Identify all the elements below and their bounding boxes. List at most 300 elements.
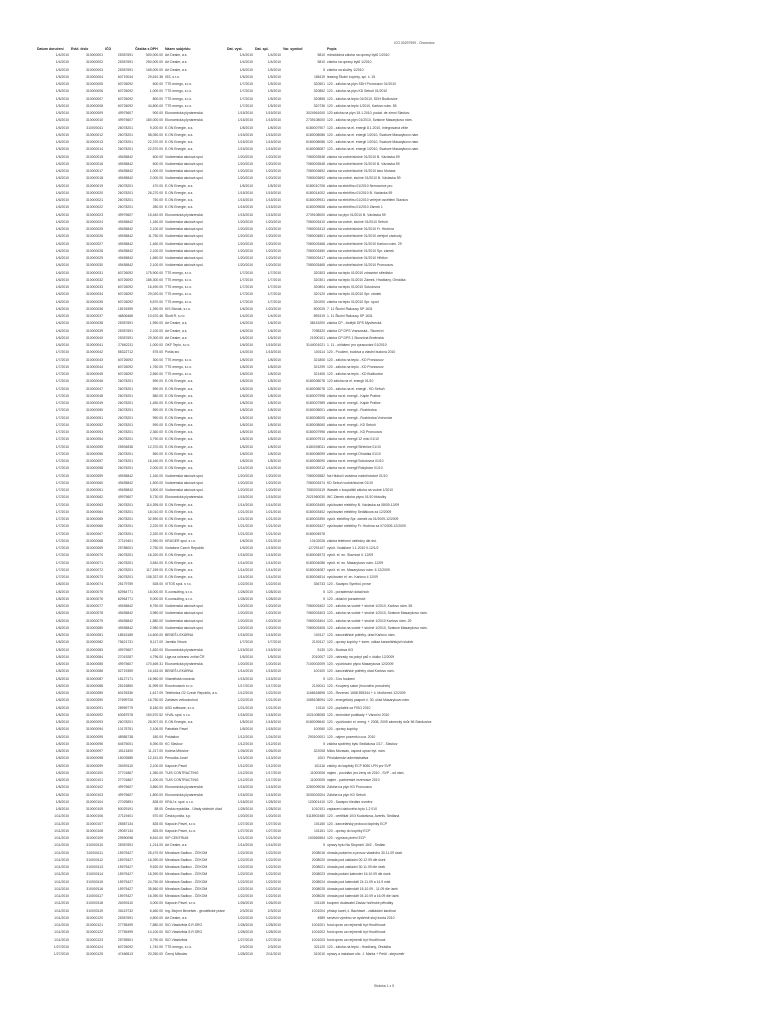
cell-amount: 165,000.00: [146, 67, 163, 72]
cell-due-date: 1/20/2010: [265, 263, 281, 268]
cell-received-date: 1/8/2010: [55, 807, 69, 811]
cell-received-date: 1/7/2010: [55, 451, 69, 456]
cell-record-number: 310000067: [86, 531, 103, 536]
table-row: [36, 241, 506, 248]
cell-description: záloha na teplo 01/2010 Spr. sport: [327, 299, 379, 304]
cell-amount: 10,670.46: [147, 314, 163, 318]
cell-due-date: 1/15/2010: [265, 633, 281, 637]
table-row: [36, 299, 506, 306]
cell-description: vyúčtování el. en. Karlovo č 12/09: [327, 575, 378, 579]
cell-description: WC Zámek záloha plynu 01/10 tikivolky: [327, 495, 387, 500]
cell-received-date: 1/11/2010: [54, 894, 69, 898]
cell-var-symbol: 21900101: [309, 335, 325, 340]
cell-ico: 15975427: [117, 850, 133, 855]
cell-subject-name: Art Dealer, a.s.: [165, 843, 188, 848]
table-row: [36, 349, 506, 356]
cell-issue-date: 2/3/2010: [239, 944, 253, 949]
cell-record-number: 310000002: [86, 60, 103, 65]
table-body: [36, 52, 506, 958]
cell-var-symbol: 320804: [313, 285, 325, 289]
table-row: [36, 857, 506, 864]
cell-amount: 2,106.00: [149, 727, 163, 732]
cell-received-date: 1/11/2010: [54, 821, 69, 826]
table-row: [36, 784, 506, 791]
cell-received-date: 1/11/2010: [54, 872, 69, 877]
cell-issue-date: 1/22/2010: [237, 865, 253, 869]
cell-due-date: 1/22/2010: [265, 915, 281, 920]
cell-due-date: 1/7/2010: [267, 640, 281, 645]
cell-ico: 49455842: [117, 234, 133, 239]
cell-received-date: 1/7/2010: [55, 372, 69, 376]
cell-description: 120 - záloha na plyn SDH Pronousov 01/2010: [327, 82, 396, 86]
col-header-received-date: Datum doručení: [37, 47, 64, 51]
cell-due-date: 1/28/2010: [265, 589, 281, 594]
cell-record-number: 310000027: [86, 241, 103, 246]
cell-due-date: 1/26/2010: [265, 749, 281, 753]
cell-var-symbol: 2008021: [311, 865, 325, 869]
cell-record-number: 310000009: [86, 111, 103, 115]
cell-amount: 2,100.00: [149, 263, 163, 268]
cell-record-number: 310000081: [86, 633, 103, 637]
cell-received-date: 1/11/2010: [54, 908, 69, 913]
cell-received-date: 1/8/2010: [55, 676, 69, 681]
cell-description: Příslušenství administrativa: [327, 756, 369, 761]
cell-record-number: 310000095: [86, 734, 103, 739]
cell-subject-name: TTS energo, s.r.o.: [165, 357, 193, 362]
cell-record-number: 310000057: [86, 459, 103, 463]
cell-amount: 20,250.00: [147, 952, 163, 956]
cell-amount: 1,500.00: [149, 480, 163, 485]
cell-received-date: 1/8/2010: [55, 633, 69, 637]
cell-record-number: 310000012: [86, 132, 103, 137]
cell-ico: 62964771: [117, 596, 133, 601]
cell-amount: 16,390.00: [147, 857, 163, 862]
table-row: [36, 393, 506, 400]
cell-due-date: 1/20/2010: [265, 169, 281, 173]
cell-received-date: 1/8/2010: [55, 618, 69, 623]
table-row: [36, 552, 506, 559]
cell-issue-date: 1/8/2010: [239, 451, 253, 456]
cell-record-number: 310000111: [86, 850, 103, 855]
cell-record-number: 310000116: [86, 886, 103, 891]
cell-subject-name: Vodárenská akciová spol.: [165, 248, 204, 253]
cell-description: záloha na el. energii - Rozhledna Vrchovice: [327, 415, 393, 420]
cell-ico: 60726092: [117, 270, 133, 275]
cell-amount: 16,960.00: [147, 676, 163, 681]
table-row: [36, 386, 506, 393]
cell-var-symbol: 101150: [313, 821, 325, 826]
cell-issue-date: 1/15/2010: [237, 132, 253, 137]
cell-var-symbol: 322008: [313, 749, 325, 753]
cell-due-date: 1/20/2010: [265, 248, 281, 253]
cell-var-symbol: 320736: [313, 103, 325, 108]
cell-issue-date: 1/14/2010: [237, 669, 253, 674]
cell-subject-name: OKF Teplo, s.r.o.: [165, 343, 191, 347]
cell-issue-date: 1/15/2010: [237, 785, 253, 790]
cell-record-number: 310000021: [86, 198, 103, 202]
cell-ico: 25179759: [117, 582, 133, 587]
cell-subject-name: E.ON Energie, a.s.: [165, 379, 194, 384]
cell-due-date: 1/15/2010: [265, 140, 281, 144]
cell-due-date: 1/15/2010: [265, 111, 281, 115]
cell-ico: 25357691: [117, 60, 133, 65]
cell-due-date: 1/20/2010: [265, 814, 281, 819]
cell-amount: 2,100.00: [149, 227, 163, 231]
table-row: [36, 799, 506, 806]
cell-record-number: 310000075: [86, 589, 103, 594]
cell-issue-date: 1/28/2010: [237, 952, 253, 956]
cell-issue-date: 1/28/2010: [237, 923, 253, 927]
cell-record-number: 310000091: [86, 705, 103, 710]
cell-due-date: 1/13/2010: [265, 756, 281, 761]
cell-record-number: 310000049: [86, 401, 103, 405]
cell-due-date: 1/22/2010: [265, 850, 281, 855]
table-row: [36, 168, 506, 175]
cell-ico: 27019287: [117, 654, 133, 659]
cell-subject-name: Vodárenská akciová spol.: [165, 611, 204, 616]
cell-received-date: 1/6/2010: [55, 227, 69, 231]
cell-subject-name: TTS energo, s.r.o.: [165, 270, 193, 275]
cell-issue-date: 1/27/2010: [237, 828, 253, 833]
cell-issue-date: 1/20/2010: [237, 488, 253, 492]
cell-subject-name: E.ON Energie, a.s.: [165, 517, 194, 521]
cell-subject-name: E.ON Energie, a.s.: [165, 459, 194, 463]
cell-record-number: 310000105: [86, 807, 103, 811]
cell-description: záloha na teplo 01/2010 zdravotní středisko: [327, 270, 393, 275]
cell-due-date: 1/17/2010: [265, 683, 281, 688]
cell-due-date: 1/8/2010: [267, 379, 281, 384]
cell-var-symbol: 7080004801: [306, 234, 325, 239]
cell-description: záloha telefonní ústředny dle dst.: [327, 538, 377, 543]
cell-ico: 25357691: [117, 321, 133, 326]
cell-subject-name: TTS energo, s.r.o.: [165, 299, 193, 304]
table-row: [36, 734, 506, 741]
cell-due-date: 1/8/2010: [267, 125, 281, 130]
cell-issue-date: 1/4/2010: [239, 350, 253, 355]
cell-description: nájem - partnerské rezervace 2010: [327, 778, 380, 782]
cell-description: Záloha na plyn KD Sebuň: [327, 792, 366, 797]
cell-subject-name: E.ON Energie, a.s.: [165, 393, 194, 398]
cell-issue-date: 1/7/2010: [239, 292, 253, 297]
cell-ico: 49975607: [117, 792, 133, 797]
cell-description: Wastek v koupališti záloha na vodné 1/2010: [327, 488, 394, 492]
cell-due-date: 1/12/2010: [265, 741, 281, 746]
cell-record-number: 310000064: [86, 509, 103, 514]
cell-var-symbol: 101151: [313, 828, 325, 833]
cell-record-number: 310000048: [86, 393, 103, 398]
cell-received-date: 1/7/2010: [55, 553, 69, 558]
cell-received-date: 1/8/2010: [55, 778, 69, 782]
cell-var-symbol: 186119: [313, 74, 325, 79]
cell-record-number: 310000119: [86, 908, 103, 913]
cell-ico: 60029191: [117, 807, 133, 811]
cell-issue-date: 1/22/2010: [237, 857, 253, 862]
cell-description: 120 - záloha na el. energii 1/2010, Svatove Masarykovo nám.: [327, 140, 420, 144]
cell-description: 120 - opravy kopírky + toner, odkaz kancelářských služeb: [327, 640, 414, 645]
table-row: [36, 59, 506, 66]
cell-subject-name: Miroslava Sadkov - ČEKOM: [165, 857, 208, 862]
cell-description: záloha na el. energii - Kaple Pratice: [327, 401, 381, 405]
cell-issue-date: 1/22/2010: [237, 886, 253, 891]
cell-amount: 185,300.00: [146, 277, 163, 282]
cell-var-symbol: 6180004978: [306, 531, 325, 536]
cell-record-number: 310000101: [86, 778, 103, 782]
cell-record-number: 310000124: [86, 944, 103, 949]
cell-var-symbol: 2008026: [311, 894, 325, 898]
cell-record-number: 310000121: [86, 923, 103, 927]
cell-record-number: 310000041: [86, 343, 103, 347]
table-row: [36, 125, 506, 132]
cell-ico: 25788001: [117, 546, 133, 550]
cell-var-symbol: 6180008078: [306, 379, 325, 384]
cell-amount: 500,000.00: [146, 53, 163, 57]
cell-record-number: 310000123: [86, 937, 103, 942]
cell-ico: 49455842: [117, 219, 133, 224]
cell-ico: 25357691: [117, 843, 133, 848]
cell-ico: 26078201: [117, 183, 133, 188]
cell-due-date: 1/8/2010: [267, 364, 281, 369]
cell-amount: 9,000.00: [149, 596, 163, 601]
cell-due-date: 1/15/2010: [265, 553, 281, 558]
cell-description: vyúčt. Vodafone 1.1.2010 II.12/1/2: [327, 546, 379, 550]
table-row: [36, 473, 506, 480]
cell-var-symbol: 2100117: [312, 640, 325, 645]
cell-amount: 1,200.00: [149, 778, 163, 782]
cell-due-date: 1/27/2010: [265, 828, 281, 833]
cell-amount: 16,390.00: [147, 872, 163, 877]
cell-issue-date: 1/15/2010: [237, 553, 253, 558]
table-row: [36, 313, 506, 320]
cell-description: záloha na el. energii Rokytnice 01/10: [327, 466, 383, 471]
cell-issue-date: 1/8/2010: [239, 408, 253, 413]
cell-issue-date: 1/15/2010: [237, 198, 253, 202]
cell-subject-name: Ekonomická plynárenská: [165, 495, 203, 500]
cell-issue-date: 1/7/2010: [239, 96, 253, 101]
cell-description: záloha CP DPS 1 Slunečná Brněnská: [327, 335, 384, 340]
cell-description: Záloha na plyn KD Pronousov: [327, 785, 373, 790]
col-header-var-symbol: Var. symbol: [283, 47, 303, 51]
cell-amount: 11,999.00: [148, 683, 163, 688]
cell-ico: 49975607: [117, 118, 133, 123]
table-row: [36, 915, 506, 922]
cell-subject-name: Miroslava Sadkov - ČEKOM: [165, 886, 208, 891]
cell-due-date: 1/8/2010: [267, 372, 281, 376]
table-row: [36, 777, 506, 784]
cell-subject-name: Vodárenská akciová spol.: [165, 161, 204, 166]
cell-record-number: 310000028: [86, 248, 103, 253]
cell-ico: 26078201: [117, 379, 133, 384]
table-row: [36, 813, 506, 820]
cell-record-number: 310000079: [86, 618, 103, 623]
table-row: [36, 364, 506, 371]
cell-subject-name: E.ON Energie, a.s.: [165, 408, 194, 413]
cell-ico: 18515185: [117, 633, 133, 637]
table-row: [36, 357, 506, 364]
cell-var-symbol: 7080003450: [306, 248, 325, 253]
cell-record-number: 310000117: [86, 894, 103, 898]
table-row: [36, 509, 506, 516]
table-row: [36, 748, 506, 755]
cell-record-number: 310000045: [86, 372, 103, 376]
cell-var-symbol: 7080003410: [306, 219, 325, 224]
cell-due-date: 1/21/2010: [265, 538, 281, 543]
cell-amount: 29,020.00: [147, 292, 163, 297]
cell-subject-name: TUIS CONTRACTING: [165, 770, 199, 775]
cell-issue-date: 1/22/2010: [237, 698, 253, 703]
cell-amount: 1,820.00: [149, 647, 163, 652]
cell-var-symbol: 290100001: [308, 734, 325, 739]
cell-due-date: 1/8/2010: [267, 393, 281, 398]
cell-amount: 16,390.00: [147, 894, 163, 898]
cell-issue-date: 1/5/2010: [239, 546, 253, 550]
cell-ico: 49455842: [117, 169, 133, 173]
table-row: [36, 328, 506, 335]
cell-ico: 49455842: [117, 227, 133, 231]
cell-record-number: 310000054: [86, 437, 103, 442]
cell-issue-date: 1/7/2010: [239, 82, 253, 86]
cell-issue-date: 1/20/2010: [237, 227, 253, 231]
cell-due-date: 1/5/2010: [267, 654, 281, 659]
cell-description: fond oprav za nejmenší byt Hrodřínová: [327, 937, 386, 942]
cell-var-symbol: 7080003417: [306, 256, 325, 260]
cell-received-date: 1/11/2010: [54, 879, 69, 884]
cell-due-date: 1/8/2010: [267, 357, 281, 362]
cell-issue-date: 1/18/2010: [237, 712, 253, 717]
cell-var-symbol: 7080003413: [306, 227, 325, 231]
cell-amount: 570.00: [152, 814, 163, 819]
cell-issue-date: 1/22/2010: [237, 850, 253, 855]
cell-due-date: 1/18/2010: [265, 727, 281, 732]
cell-subject-name: E.ON Energie, a.s.: [165, 190, 194, 195]
cell-amount: 117,159.00: [146, 567, 163, 572]
cell-received-date: 1/7/2010: [55, 502, 69, 507]
cell-received-date: 1/7/2010: [55, 495, 69, 500]
cell-record-number: 310000023: [86, 212, 103, 217]
cell-amount: 800.00: [152, 96, 163, 101]
cell-record-number: 310000044: [86, 364, 103, 369]
cell-description: záloha CP DPS Vranovská - Sluneční: [327, 328, 384, 333]
cell-due-date: 1/15/2010: [265, 147, 281, 152]
cell-var-symbol: 101145: [313, 901, 325, 906]
cell-received-date: 1/5/2010: [55, 89, 69, 94]
cell-record-number: 310000118: [86, 901, 103, 906]
cell-subject-name: Vodárenská akciová spol.: [165, 256, 204, 260]
cell-description: úhrada podáním a provoz vlastního 30.11.09 úsek: [327, 850, 403, 855]
cell-amount: 5,870.00: [149, 299, 163, 304]
table-row: [36, 212, 506, 219]
cell-var-symbol: 101116: [314, 763, 325, 768]
cell-due-date: 1/20/2010: [265, 604, 281, 608]
cell-amount: 8,810.00: [149, 836, 163, 840]
table-row: [36, 175, 506, 182]
cell-description: 120 - vyúčtování plynu Masarykova 12/2009: [327, 662, 394, 666]
table-row: [36, 647, 506, 654]
cell-record-number: 310000069: [86, 546, 103, 550]
cell-subject-name: TTS energo, s.r.o.: [165, 82, 193, 86]
cell-record-number: 310000035: [86, 299, 103, 304]
cell-ico: 15975427: [117, 894, 133, 898]
cell-ico: 15975427: [117, 865, 133, 869]
table-row: [36, 480, 506, 487]
table-row: [36, 712, 506, 719]
cell-due-date: 1/18/2010: [265, 720, 281, 724]
cell-ico: 60726092: [117, 82, 133, 86]
cell-var-symbol: 100114: [313, 350, 325, 355]
table-row: [36, 248, 506, 255]
cell-received-date: 1/8/2010: [55, 611, 69, 616]
cell-description: úhrada pod kalendáři 24.11.09 a 14.9 mist: [327, 879, 391, 884]
cell-var-symbol: 321806: [313, 357, 325, 362]
cell-subject-name: TTS energo, s.r.o.: [165, 89, 193, 94]
cell-amount: 1,160.00: [149, 473, 163, 478]
cell-issue-date: 1/20/2010: [237, 256, 253, 260]
table-row: [36, 726, 506, 733]
cell-description: 120 - výprava plnění ECP: [327, 836, 366, 840]
cell-description: úhrada pod zakladní 30.11.09 dle úsek: [327, 865, 386, 869]
cell-var-symbol: 6180003402: [306, 509, 325, 514]
table-row: [36, 262, 506, 269]
cell-var-symbol: 6180010706: [306, 183, 325, 188]
cell-subject-name: Vodárenská akciová spol.: [165, 219, 204, 224]
cell-received-date: 1/7/2010: [55, 401, 69, 405]
cell-due-date: 1/20/2010: [265, 154, 281, 159]
table-row: [36, 487, 506, 494]
cell-due-date: 1/20/2010: [265, 161, 281, 166]
cell-subject-name: Miroslava Sadkov - ČEKOM: [165, 850, 208, 855]
cell-ico: 49975607: [117, 662, 133, 666]
cell-subject-name: Vilamětská moravia: [165, 676, 195, 681]
cell-received-date: 1/7/2010: [55, 546, 69, 550]
cell-received-date: 1/11/2010: [54, 850, 69, 855]
cell-description: 120 - záloha na vodné + stočné 1/2010 Karlovo nám. 29: [327, 618, 412, 623]
cell-subject-name: Poštalion: [165, 734, 179, 739]
cell-subject-name: Art Dealer, a.s.: [165, 67, 188, 72]
cell-subject-name: TTS energo, s.r.o.: [165, 285, 193, 289]
cell-description: záloha na el. energii Sokolovna 01/10: [327, 459, 384, 463]
cell-issue-date: 1/22/2010: [237, 915, 253, 920]
table-row: [36, 683, 506, 690]
cell-due-date: 1/15/2010: [265, 792, 281, 797]
cell-amount: 580.00: [152, 393, 163, 398]
cell-amount: 1,214.00: [149, 843, 163, 848]
table-row: [36, 465, 506, 472]
cell-received-date: 1/7/2010: [55, 509, 69, 514]
cell-record-number: 310000062: [86, 495, 103, 500]
cell-amount: 280.00: [152, 205, 163, 210]
cell-amount: 1,000.00: [149, 343, 163, 347]
cell-due-date: 1/28/2010: [265, 596, 281, 601]
cell-var-symbol: 100266554: [308, 836, 325, 840]
cell-var-symbol: 7100002009: [306, 662, 325, 666]
cell-amount: 2,950.00: [149, 538, 163, 543]
cell-var-symbol: 6180003427: [306, 524, 325, 529]
cell-ico: 25594838: [117, 444, 133, 449]
cell-due-date: 1/8/2010: [267, 430, 281, 434]
table-row: [36, 908, 506, 915]
cell-amount: 1,950.00: [149, 321, 163, 326]
cell-ico: 27119401: [118, 538, 133, 543]
cell-received-date: 1/8/2010: [55, 669, 69, 674]
cell-due-date: 1/20/2010: [265, 241, 281, 246]
cell-description: 120 - záloha na el. energii 8.1.2010, Integrovaná věže: [327, 125, 409, 130]
page-header-note: ICO 00297909 - Chomutov: [394, 41, 435, 45]
cell-ico: 49975607: [117, 785, 133, 790]
cell-subject-name: SiO Vlastivěda S.R.SRO: [165, 930, 203, 935]
cell-description: vyúčtování elektřiny Sedlákova za 12/2009: [327, 509, 392, 514]
cell-var-symbol: 5: [323, 843, 325, 848]
cell-subject-name: E.ON Energie, a.s.: [165, 430, 194, 434]
cell-received-date: 1/11/2010: [54, 836, 69, 840]
